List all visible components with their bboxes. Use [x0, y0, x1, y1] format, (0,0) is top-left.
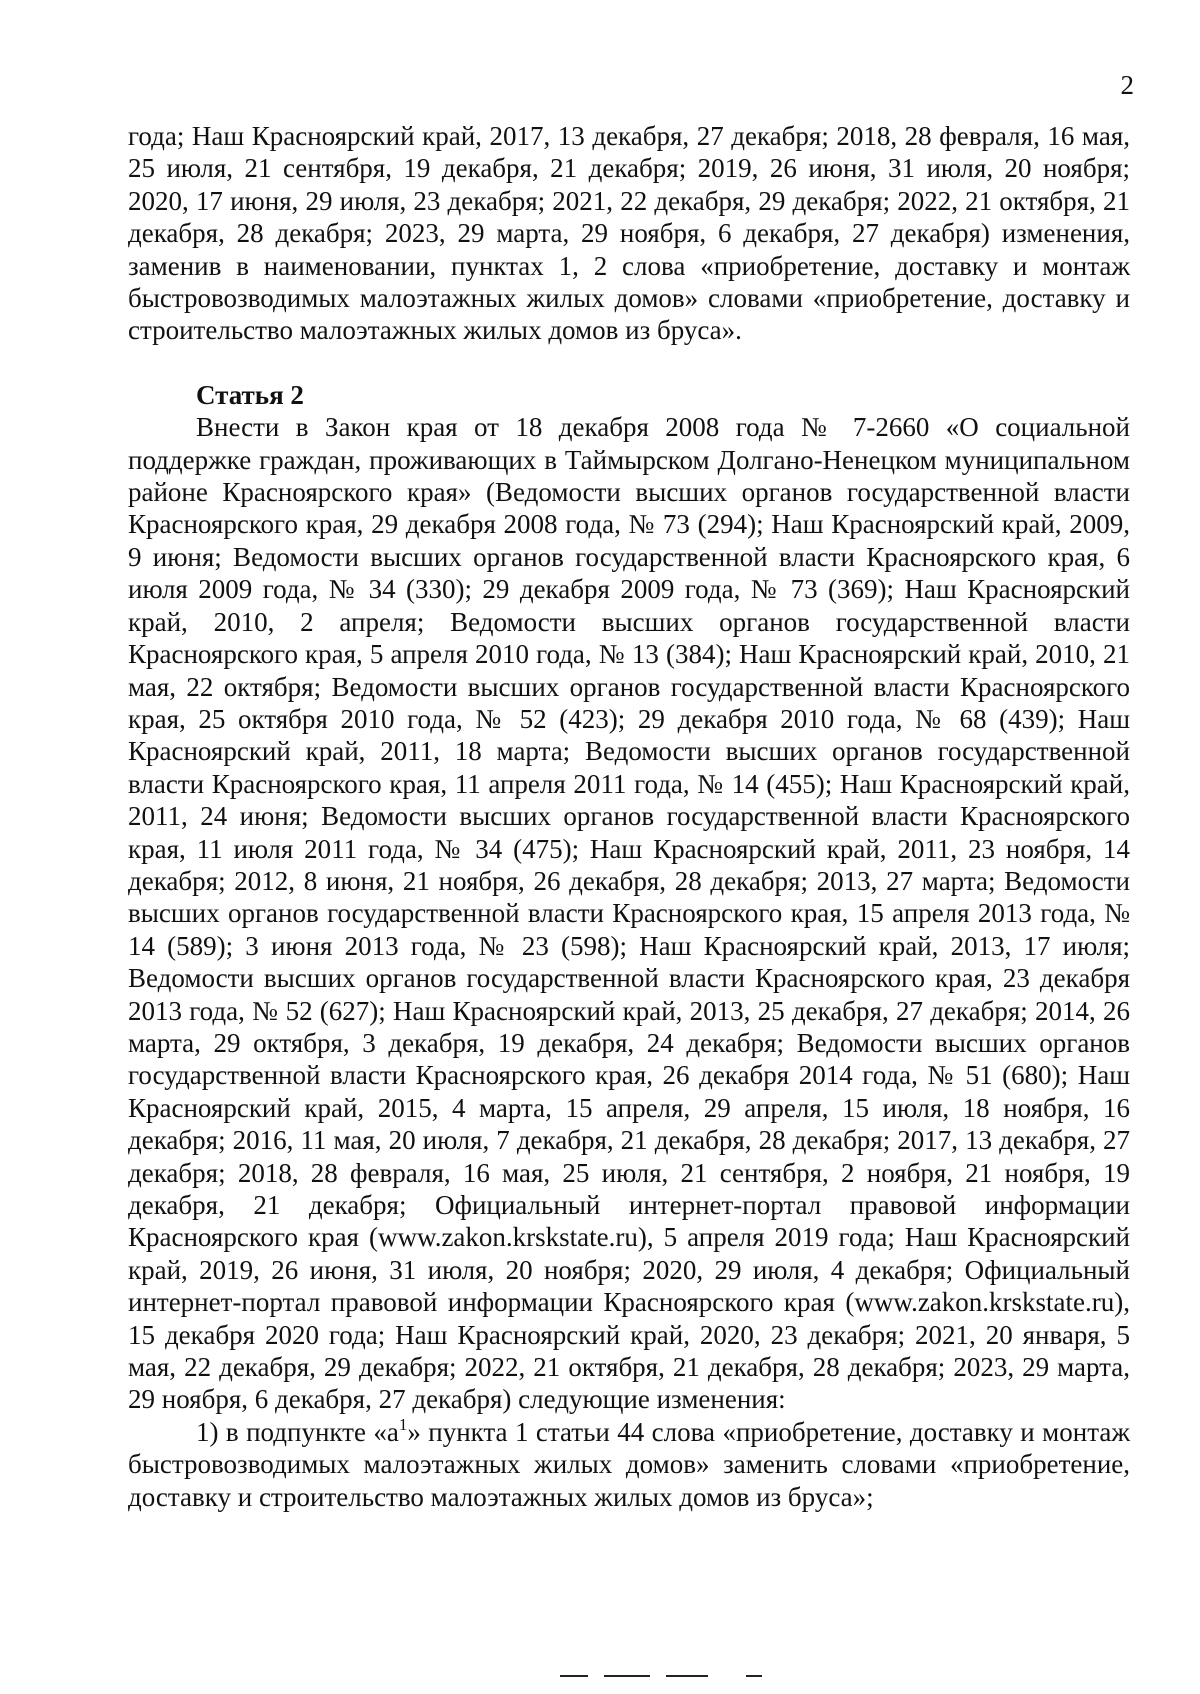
- item-1-superscript: 1: [398, 1414, 408, 1434]
- item-1-text-start: 1) в подпункте «а: [196, 1416, 399, 1447]
- footer-dash: [666, 1675, 708, 1677]
- page-number: 2: [1120, 70, 1134, 100]
- article-title: Статья 2: [196, 379, 304, 410]
- intro-paragraph: года; Наш Красноярский край, 2017, 13 декабря, 27 декабря; 2018, 28 февраля, 16 мая, 25 июля, 21 сентября, 19 декабря, 21 декабря; 2019, 26 июня, 31 июля, 20 ноября; 2020, 17 июня, 29 июля, 23 декабря; 2021, 22 декабря, 29 декабря; 2022, 21 октября, 21 декабря, 28 декабря; 2023, 29 марта, 29 ноября, 6 декабря, 27 декабря) изменения, заменив в наименовании, пунктах 1, 2 слова «приобретение, доставку и монтаж быстровозводимых малоэтажных жилых домов» словами «приобретение, доставку и строительство малоэтажных жилых домов из бруса».: [128, 121, 1130, 346]
- footer-dash: [746, 1675, 762, 1677]
- document-body: [128, 120, 1130, 1513]
- page-footer-marks: [560, 1675, 762, 1677]
- article-item-1: [128, 1416, 1130, 1513]
- footer-dash: [604, 1675, 650, 1677]
- item-1-text-end: » пункта 1 статьи 44 слова «приобретение, доставку и монтаж быстровозводимых малоэтажных жилых домов» заменить словами «приобретение, доставку и строительство малоэтажных жилых домов из бруса»;: [128, 1416, 1130, 1512]
- footer-dash: [560, 1675, 588, 1677]
- article-body-paragraph: Внести в Закон края от 18 декабря 2008 года № 7-2660 «О социальной поддержке граждан, проживающих в Таймырском Долгано-Ненецком муниципальном районе Красноярского края» (Ведомости высших органов государственной власти Красноярского края, 29 декабря 2008 года, № 73 (294); Наш Красноярский край, 2009, 9 июня; Ведомости высших органов государственной власти Красноярского края, 6 июля 2009 года, № 34 (330); 29 декабря 2009 года, № 73 (369); Наш Красноярский край, 2010, 2 апреля; Ведомости высших органов государственной власти Красноярского края, 5 апреля 2010 года, № 13 (384); Наш Красноярский край, 2010, 21 мая, 22 октября; Ведомости высших органов государственной власти Красноярского края, 25 октября 2010 года, № 52 (423); 29 декабря 2010 года, № 68 (439); Наш Красноярский край, 2011, 18 марта; Ведомости высших органов государственной власти Красноярского края, 11 апреля 2011 года, № 14 (455); Наш Красноярский край, 2011, 24 июня; Ведомости высших органов государственной власти Красноярского края, 11 июля 2011 года, № 34 (475); Наш Красноярский край, 2011, 23 ноября, 14 декабря; 2012, 8 июня, 21 ноября, 26 декабря, 28 декабря; 2013, 27 марта; Ведомости высших органов государственной власти Красноярского края, 15 апреля 2013 года, № 14 (589); 3 июня 2013 года, № 23 (598); Наш Красноярский край, 2013, 17 июля; Ведомости высших органов государственной власти Красноярского края, 23 декабря 2013 года, № 52 (627); Наш Красноярский край, 2013, 25 декабря, 27 декабря; 2014, 26 марта, 29 октября, 3 декабря, 19 декабря, 24 декабря; Ведомости высших органов государственной власти Красноярского края, 26 декабря 2014 года, № 51 (680); Наш Красноярский край, 2015, 4 марта, 15 апреля, 29 апреля, 15 июля, 18 ноября, 16 декабря; 2016, 11 мая, 20 июля, 7 декабря, 21 декабря, 28 декабря; 2017, 13 декабря, 27 декабря; 2018, 28 февраля, 16 мая, 25 июля, 21 сентября, 2 ноября, 21 ноября, 19 декабря, 21 декабря; Официальный интернет-портал правовой информации Красноярского края (www.zakon.krskstate.ru), 5 апреля 2019 года; Наш Красноярский край, 2019, 26 июня, 31 июля, 20 ноября; 2020, 29 июля, 4 декабря; Официальный интернет-портал правовой информации Красноярского края (www.zakon.krskstate.ru), 15 декабря 2020 года; Наш Красноярский край, 2020, 23 декабря; 2021, 20 января, 5 мая, 22 декабря, 29 декабря; 2022, 21 октября, 21 декабря, 28 декабря; 2023, 29 марта, 29 ноября, 6 декабря, 27 декабря) следующие изменения:: [128, 412, 1130, 1415]
